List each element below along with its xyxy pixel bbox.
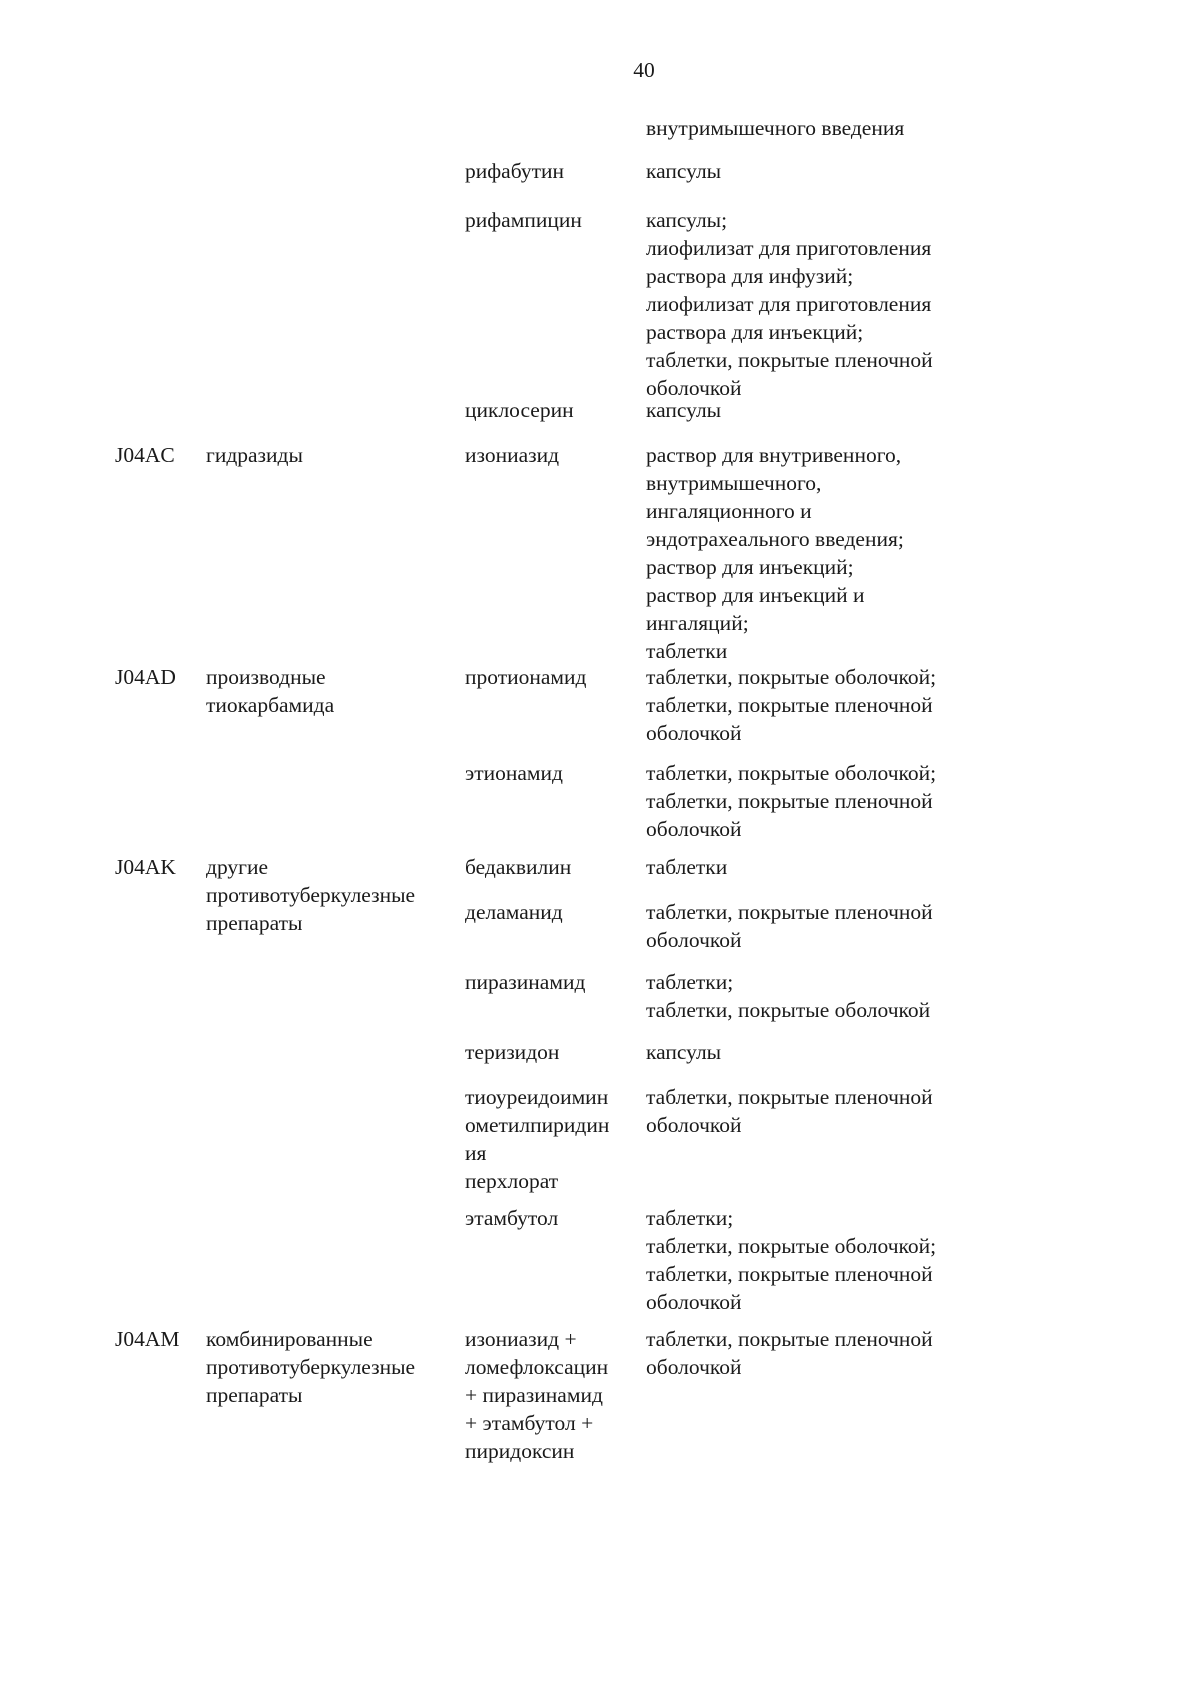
dosage-form: таблетки; таблетки, покрытые оболочкой [646, 970, 931, 1022]
atc-code: J04AM [115, 1327, 180, 1351]
drug-name: рифабутин [465, 159, 565, 183]
dosage-form: таблетки, покрытые пленочной оболочкой [646, 1327, 933, 1379]
dosage-form: таблетки, покрытые оболочкой; таблетки, покрытые пленочной оболочкой [646, 761, 937, 841]
drug-name: этамбутол [465, 1206, 559, 1230]
drug-name: изониазид [465, 443, 560, 467]
drug-group: другие противотуберкулезные препараты [206, 855, 416, 935]
atc-code: J04AD [115, 665, 176, 689]
page-number: 40 [633, 58, 655, 82]
dosage-form: таблетки, покрытые пленочной оболочкой [646, 900, 933, 952]
dosage-form: капсулы; лиофилизат для приготовления раствора для инфузий; лиофилизат для приготовления раствора для инъекций; таблетки, покрытые пленочной оболочкой [646, 208, 933, 400]
dosage-form: внутримышечного введения [646, 116, 905, 140]
dosage-form: капсулы [646, 398, 722, 422]
drug-name: теризидон [465, 1040, 560, 1064]
drug-name: циклосерин [465, 398, 574, 422]
drug-name: бедаквилин [465, 855, 572, 879]
dosage-form: таблетки [646, 855, 728, 879]
drug-name: рифампицин [465, 208, 582, 232]
dosage-form: капсулы [646, 1040, 722, 1064]
dosage-form: раствор для внутривенного, внутримышечного, ингаляционного и эндотрахеального введения; раствор для инъекций; раствор для инъекций и ингаляций; таблетки [646, 443, 904, 663]
atc-code: J04AK [115, 855, 176, 879]
dosage-form: таблетки, покрытые пленочной оболочкой [646, 1085, 933, 1137]
dosage-form: таблетки; таблетки, покрытые оболочкой; таблетки, покрытые пленочной оболочкой [646, 1206, 937, 1314]
drug-group: производные тиокарбамида [206, 665, 335, 717]
drug-name: деламанид [465, 900, 563, 924]
drug-group: гидразиды [206, 443, 303, 467]
drug-group: комбинированные противотуберкулезные препараты [206, 1327, 416, 1407]
dosage-form: капсулы [646, 159, 722, 183]
drug-name: изониазид + ломефлоксацин + пиразинамид + этамбутол + пиридоксин [465, 1327, 609, 1463]
dosage-form: таблетки, покрытые оболочкой; таблетки, покрытые пленочной оболочкой [646, 665, 937, 745]
atc-code: J04AC [115, 443, 175, 467]
drug-name: этионамид [465, 761, 563, 785]
drug-name: протионамид [465, 665, 587, 689]
drug-name: тиоуреидоимин ометилпиридин ия перхлорат [465, 1085, 610, 1193]
drug-name: пиразинамид [465, 970, 586, 994]
